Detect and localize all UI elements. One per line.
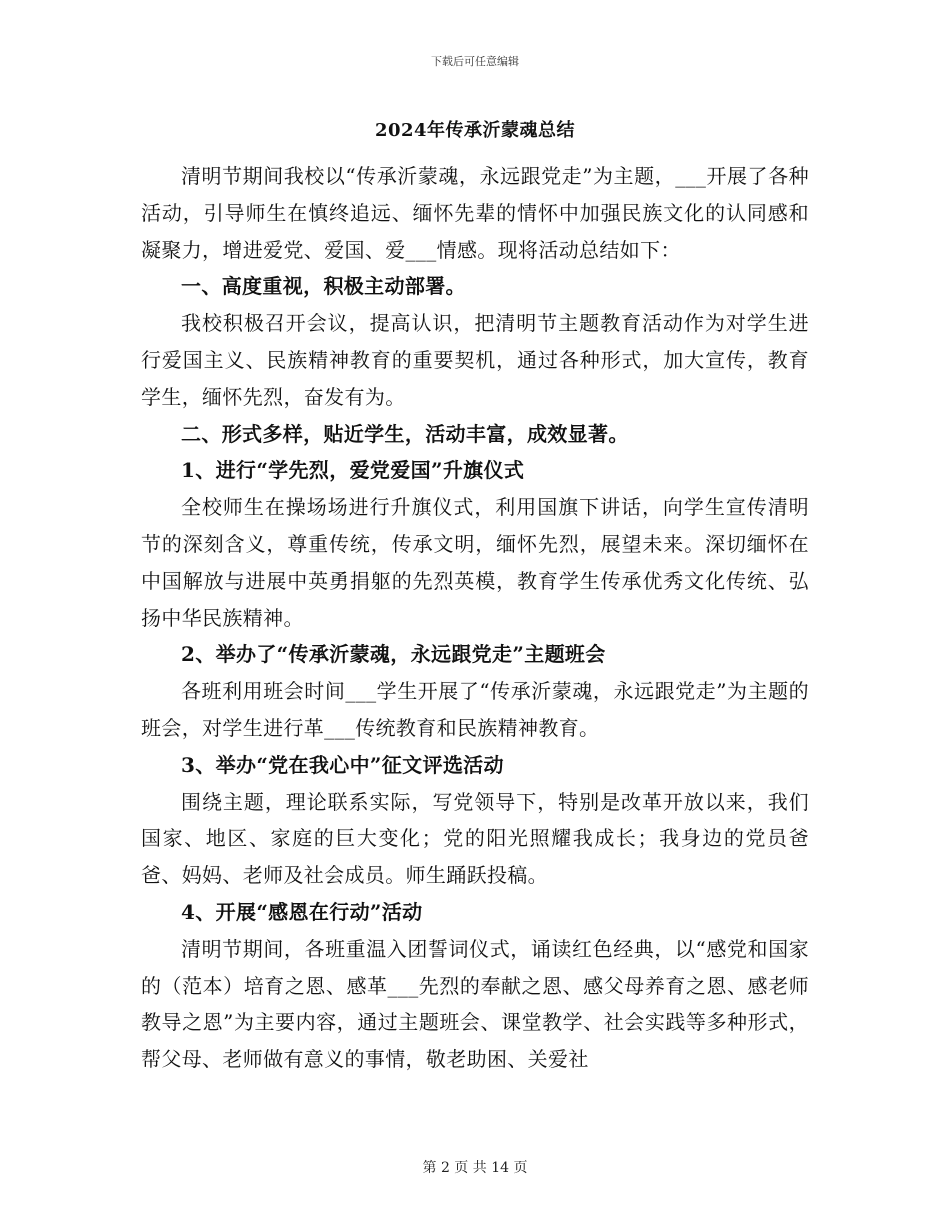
- subheading-essay-contest: 3、举办“党在我心中”征文评选活动: [181, 752, 504, 777]
- paragraph-intro: 清明节期间我校以“传承沂蒙魂，永远跟党走”为主题，___开展了各种活动，引导师生在慎终追远、缅怀先辈的情怀中加强民族文化的认同感和凝聚力，增进爱党、爱国、爱___情感。现将活动总结如下：: [141, 164, 809, 262]
- section-heading-1: 一、高度重视，积极主动部署。: [181, 274, 466, 299]
- page-header-note: 下载后可任意编辑: [431, 55, 519, 68]
- subheading-class-meeting: 2、举办了“传承沂蒙魂，永远跟党走”主题班会: [181, 642, 606, 667]
- subheading-flag-ceremony: 1、进行“学先烈，爱党爱国”升旗仪式: [181, 458, 525, 483]
- paragraph-gratitude-action: 清明节期间，各班重温入团誓词仪式，诵读红色经典，以“感党和国家的（范本）培育之恩、感革___先烈的奉献之恩、感父母养育之恩、感老师教导之恩”为主要内容，通过主题班会、课堂教学、社会实践等多种形式，帮父母、老师做有意义的事情，敬老助困、关爱社: [141, 936, 809, 1072]
- subheading-gratitude-action: 4、开展“感恩在行动”活动: [181, 899, 423, 924]
- document-body: [141, 158, 809, 1078]
- page-number-footer: 第 2 页 共 14 页: [422, 1160, 528, 1176]
- paragraph-class-meeting: 各班利用班会时间___学生开展了“传承沂蒙魂，永远跟党走”为主题的班会，对学生进行革___传统教育和民族精神教育。: [141, 679, 809, 740]
- section-heading-2: 二、形式多样，贴近学生，活动丰富，成效显著。: [181, 421, 629, 446]
- paragraph-section-1: 我校积极召开会议，提高认识，把清明节主题教育活动作为对学生进行爱国主义、民族精神教育的重要契机，通过各种形式，加大宣传，教育学生，缅怀先烈，奋发有为。: [141, 311, 809, 409]
- document-title: 2024年传承沂蒙魂总结: [374, 120, 576, 141]
- paragraph-flag-ceremony: 全校师生在操场场进行升旗仪式，利用国旗下讲话，向学生宣传清明节的深刻含义，尊重传统，传承文明，缅怀先烈，展望未来。深切缅怀在中国解放与进展中英勇捐躯的先烈英模，教育学生传承优秀文化传统、弘扬中华民族精神。: [141, 495, 809, 630]
- paragraph-essay-contest: 围绕主题，理论联系实际，写党领导下，特别是改革开放以来，我们国家、地区、家庭的巨大变化；党的阳光照耀我成长；我身边的党员爸爸、妈妈、老师及社会成员。师生踊跃投稿。: [141, 789, 809, 888]
